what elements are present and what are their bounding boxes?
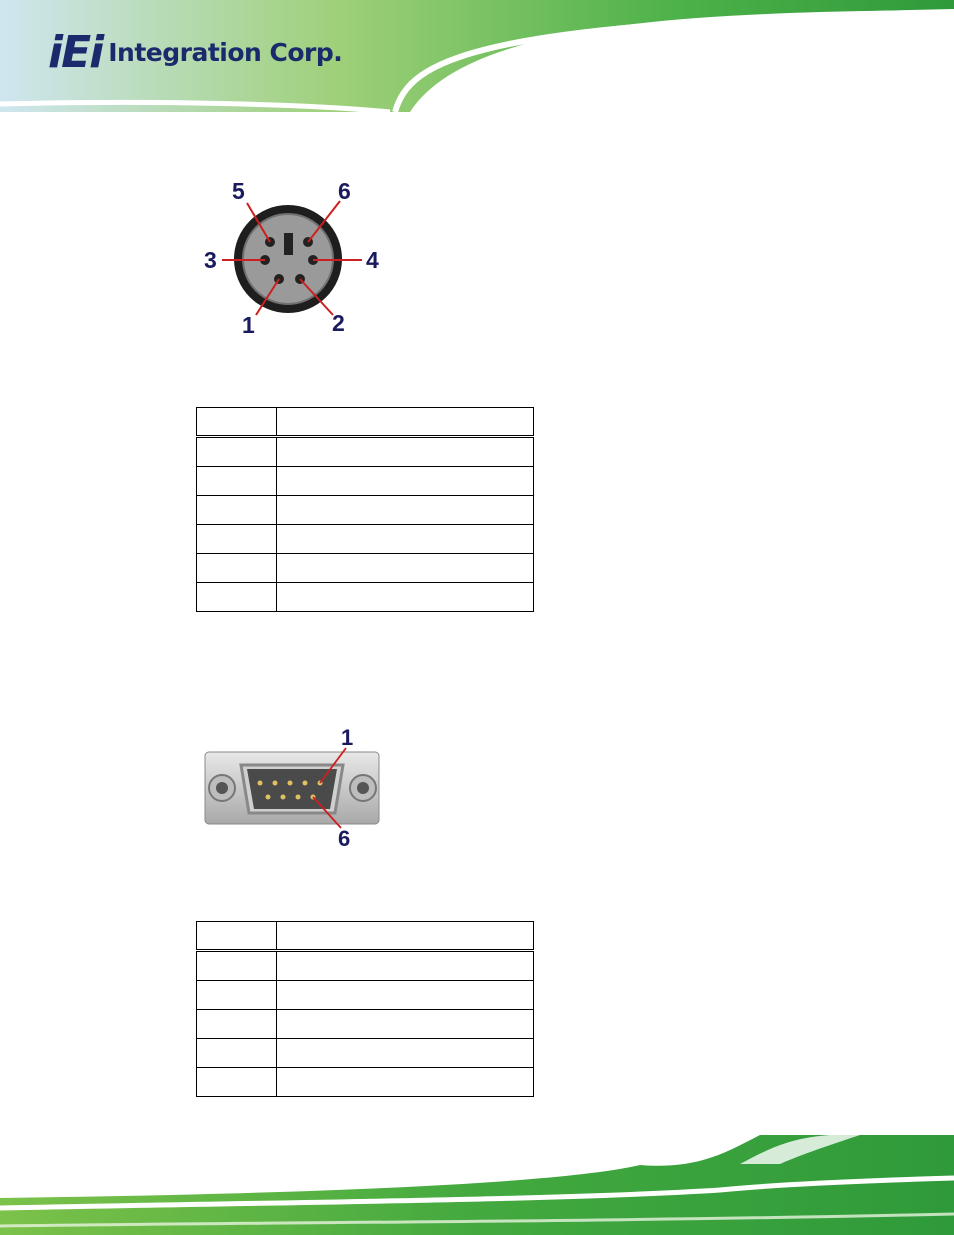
table-cell <box>277 951 534 981</box>
ps2-connector-figure <box>200 175 390 340</box>
table-cell <box>277 525 534 554</box>
table-cell <box>197 1039 277 1068</box>
table-row <box>197 525 534 554</box>
footer-banner <box>0 1130 954 1235</box>
table-cell <box>197 981 277 1010</box>
table-row <box>197 467 534 496</box>
pin-label-6: 6 <box>338 826 351 851</box>
table-cell <box>277 554 534 583</box>
company-logo <box>48 22 342 82</box>
pin-label-3: 3 <box>204 247 217 273</box>
table-cell <box>197 467 277 496</box>
table-cell <box>197 496 277 525</box>
header-cell <box>277 408 534 437</box>
table-cell <box>277 1068 534 1097</box>
table-cell <box>277 981 534 1010</box>
ps2-pinout-table <box>196 407 534 612</box>
header-cell <box>277 922 534 951</box>
pin-label-2: 2 <box>332 310 345 336</box>
header-cell <box>197 922 277 951</box>
table-row <box>197 1039 534 1068</box>
table-row <box>197 437 534 467</box>
table-header-row <box>197 408 534 437</box>
table-cell <box>197 583 277 612</box>
table-cell <box>277 437 534 467</box>
table-header-row <box>197 922 534 951</box>
table-cell <box>277 583 534 612</box>
db9-connector-figure <box>203 725 383 855</box>
pin-label-4: 4 <box>366 247 379 273</box>
table-cell <box>277 1039 534 1068</box>
logo-text: Integration Corp. <box>108 37 343 67</box>
table-row <box>197 496 534 525</box>
table-cell <box>197 1068 277 1097</box>
table-cell <box>197 437 277 467</box>
table-row <box>197 554 534 583</box>
table-cell <box>277 467 534 496</box>
table-row <box>197 951 534 981</box>
pin-label-1: 1 <box>242 312 255 338</box>
table-row <box>197 583 534 612</box>
table-cell <box>197 951 277 981</box>
pin-label-6: 6 <box>338 178 351 204</box>
table-row <box>197 981 534 1010</box>
logo-mark: iEi <box>48 26 103 78</box>
table-cell <box>197 525 277 554</box>
table-row <box>197 1068 534 1097</box>
pin-label-1: 1 <box>341 725 354 750</box>
table-cell <box>197 554 277 583</box>
table-cell <box>277 1010 534 1039</box>
table-row <box>197 1010 534 1039</box>
pin-label-5: 5 <box>232 178 245 204</box>
header-cell <box>197 408 277 437</box>
db9-pinout-table <box>196 921 534 1097</box>
table-cell <box>197 1010 277 1039</box>
table-cell <box>277 496 534 525</box>
